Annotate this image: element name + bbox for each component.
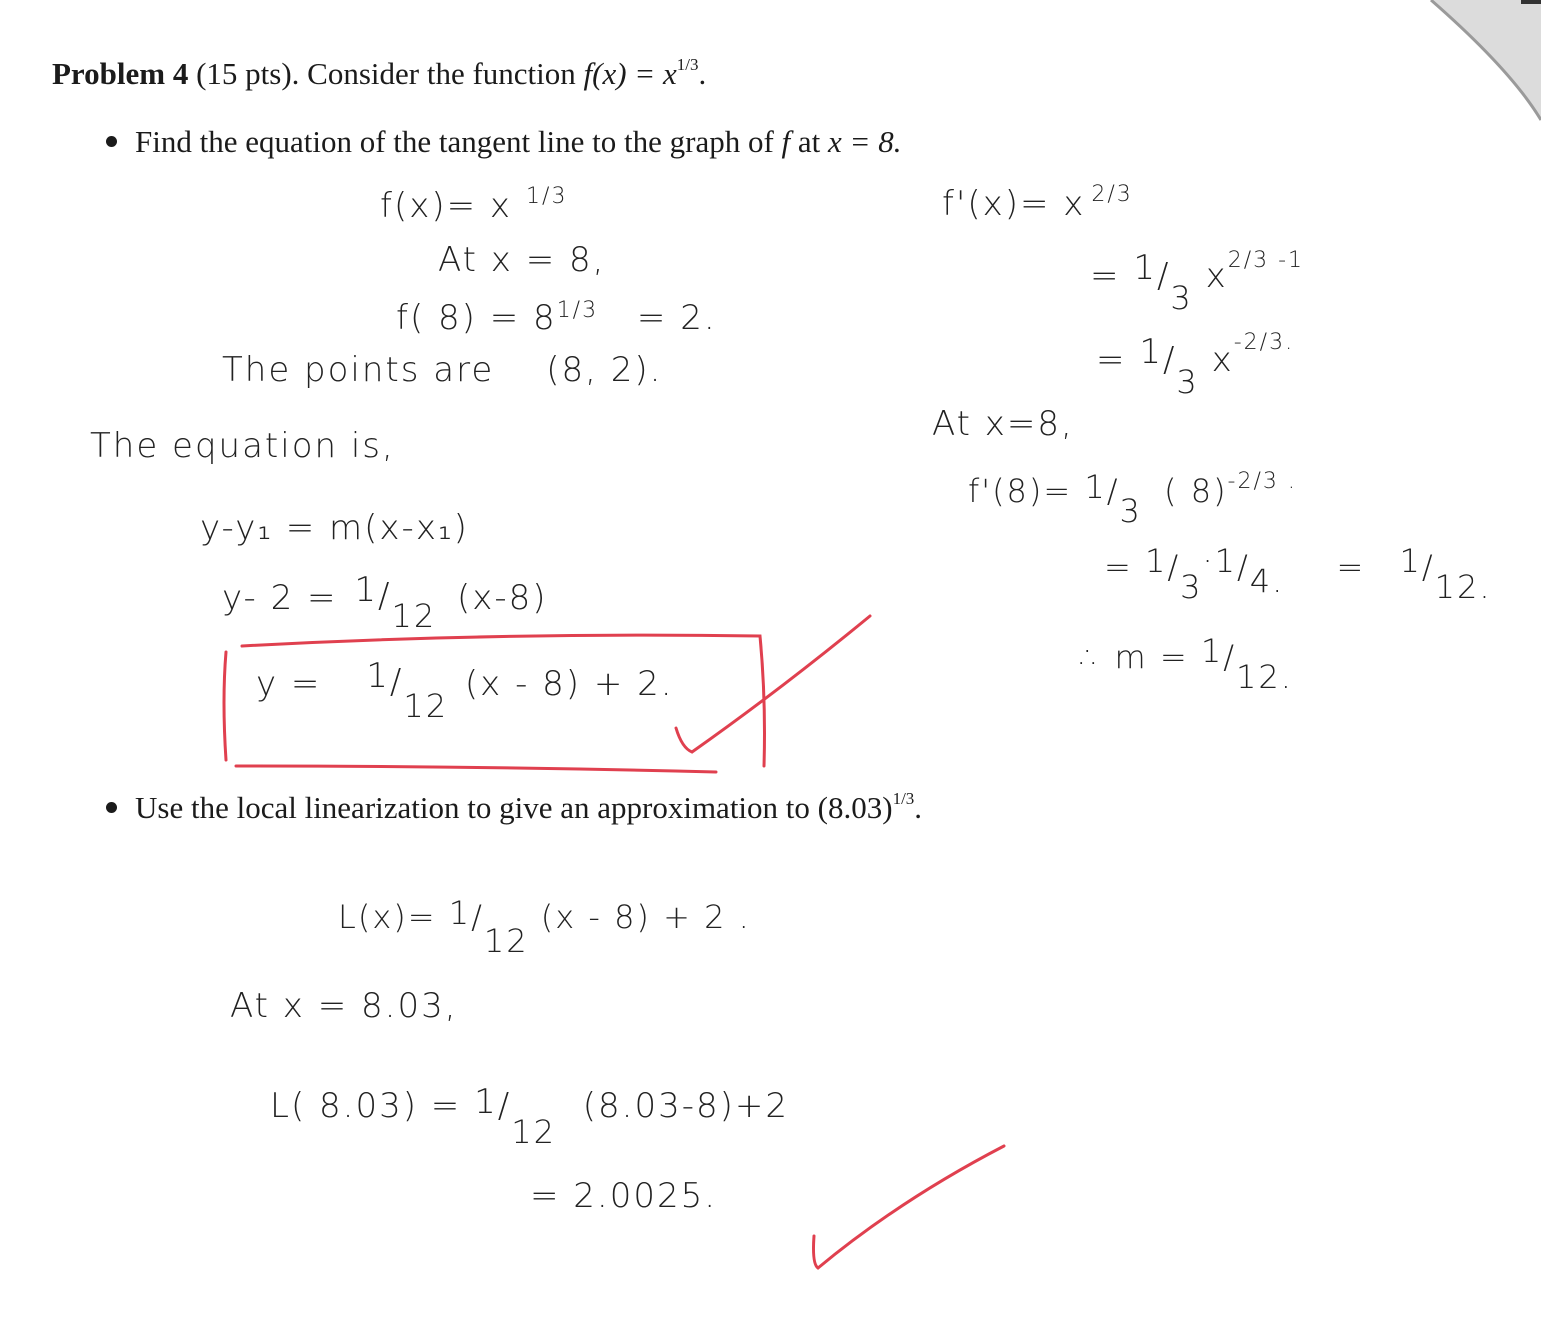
work-part2-line2: At x = 8.03,	[230, 986, 458, 1026]
work-left-line4: The points are (8, 2).	[222, 350, 663, 390]
boxed-answer: y = 1/12 (x - 8) + 2.	[256, 656, 674, 725]
work-left-line7: y- 2 = 1/12 (x-8)	[222, 570, 548, 635]
checkmark-1	[676, 616, 870, 752]
work-part2-result: = 2.0025.	[530, 1176, 718, 1216]
bullet-icon	[106, 136, 117, 147]
work-right-line6: = 1/3·1/4. = 1/12.	[1104, 542, 1492, 606]
work-right-line4: At x=8,	[932, 404, 1074, 444]
work-left-line3: f( $8) = 8^{1/3} = 2$.	[396, 298, 717, 338]
work-left-line5: The equation is,	[90, 426, 395, 466]
work-right-line1: f'(x)= x $^{2/3}$	[942, 182, 1133, 224]
work-left-line6: y-y₁ = m(x-x₁)	[200, 508, 469, 548]
problem-heading: Problem 4 (15 pts). Consider the function $f(x) = x^{1/3}$.	[52, 55, 707, 91]
work-right-line7: ∴ m = 1/12.	[1080, 632, 1293, 696]
work-right-line2: = 1/3 $x^{2/3 -1}$	[1090, 248, 1305, 317]
work-part2-line1: L(x)= 1/12 (x - 8) + 2 .	[338, 894, 751, 960]
work-left-line2: At x = 8,	[438, 240, 606, 280]
work-left-line1: f(x)= x $^{1/3}$	[380, 184, 568, 226]
part2-question: Use the local linearization to give an approximation to $(8.03)^{1/3}$.	[106, 790, 922, 826]
work-right-line5: f'(8)= 1/3 ( 8)$^{-2/3 .}$	[968, 468, 1297, 530]
checkmark-2	[814, 1146, 1005, 1268]
bullet-icon	[106, 802, 117, 813]
work-right-line3: = 1/3 $x^{-2/3.}$	[1096, 330, 1295, 401]
page-corner-fold	[1421, 0, 1541, 130]
work-part2-line3: L( 8.03) = 1/12 (8.03-8)+2	[270, 1082, 789, 1151]
part1-question: Find the equation of the tangent line to the graph of f at x = 8.	[106, 124, 901, 160]
